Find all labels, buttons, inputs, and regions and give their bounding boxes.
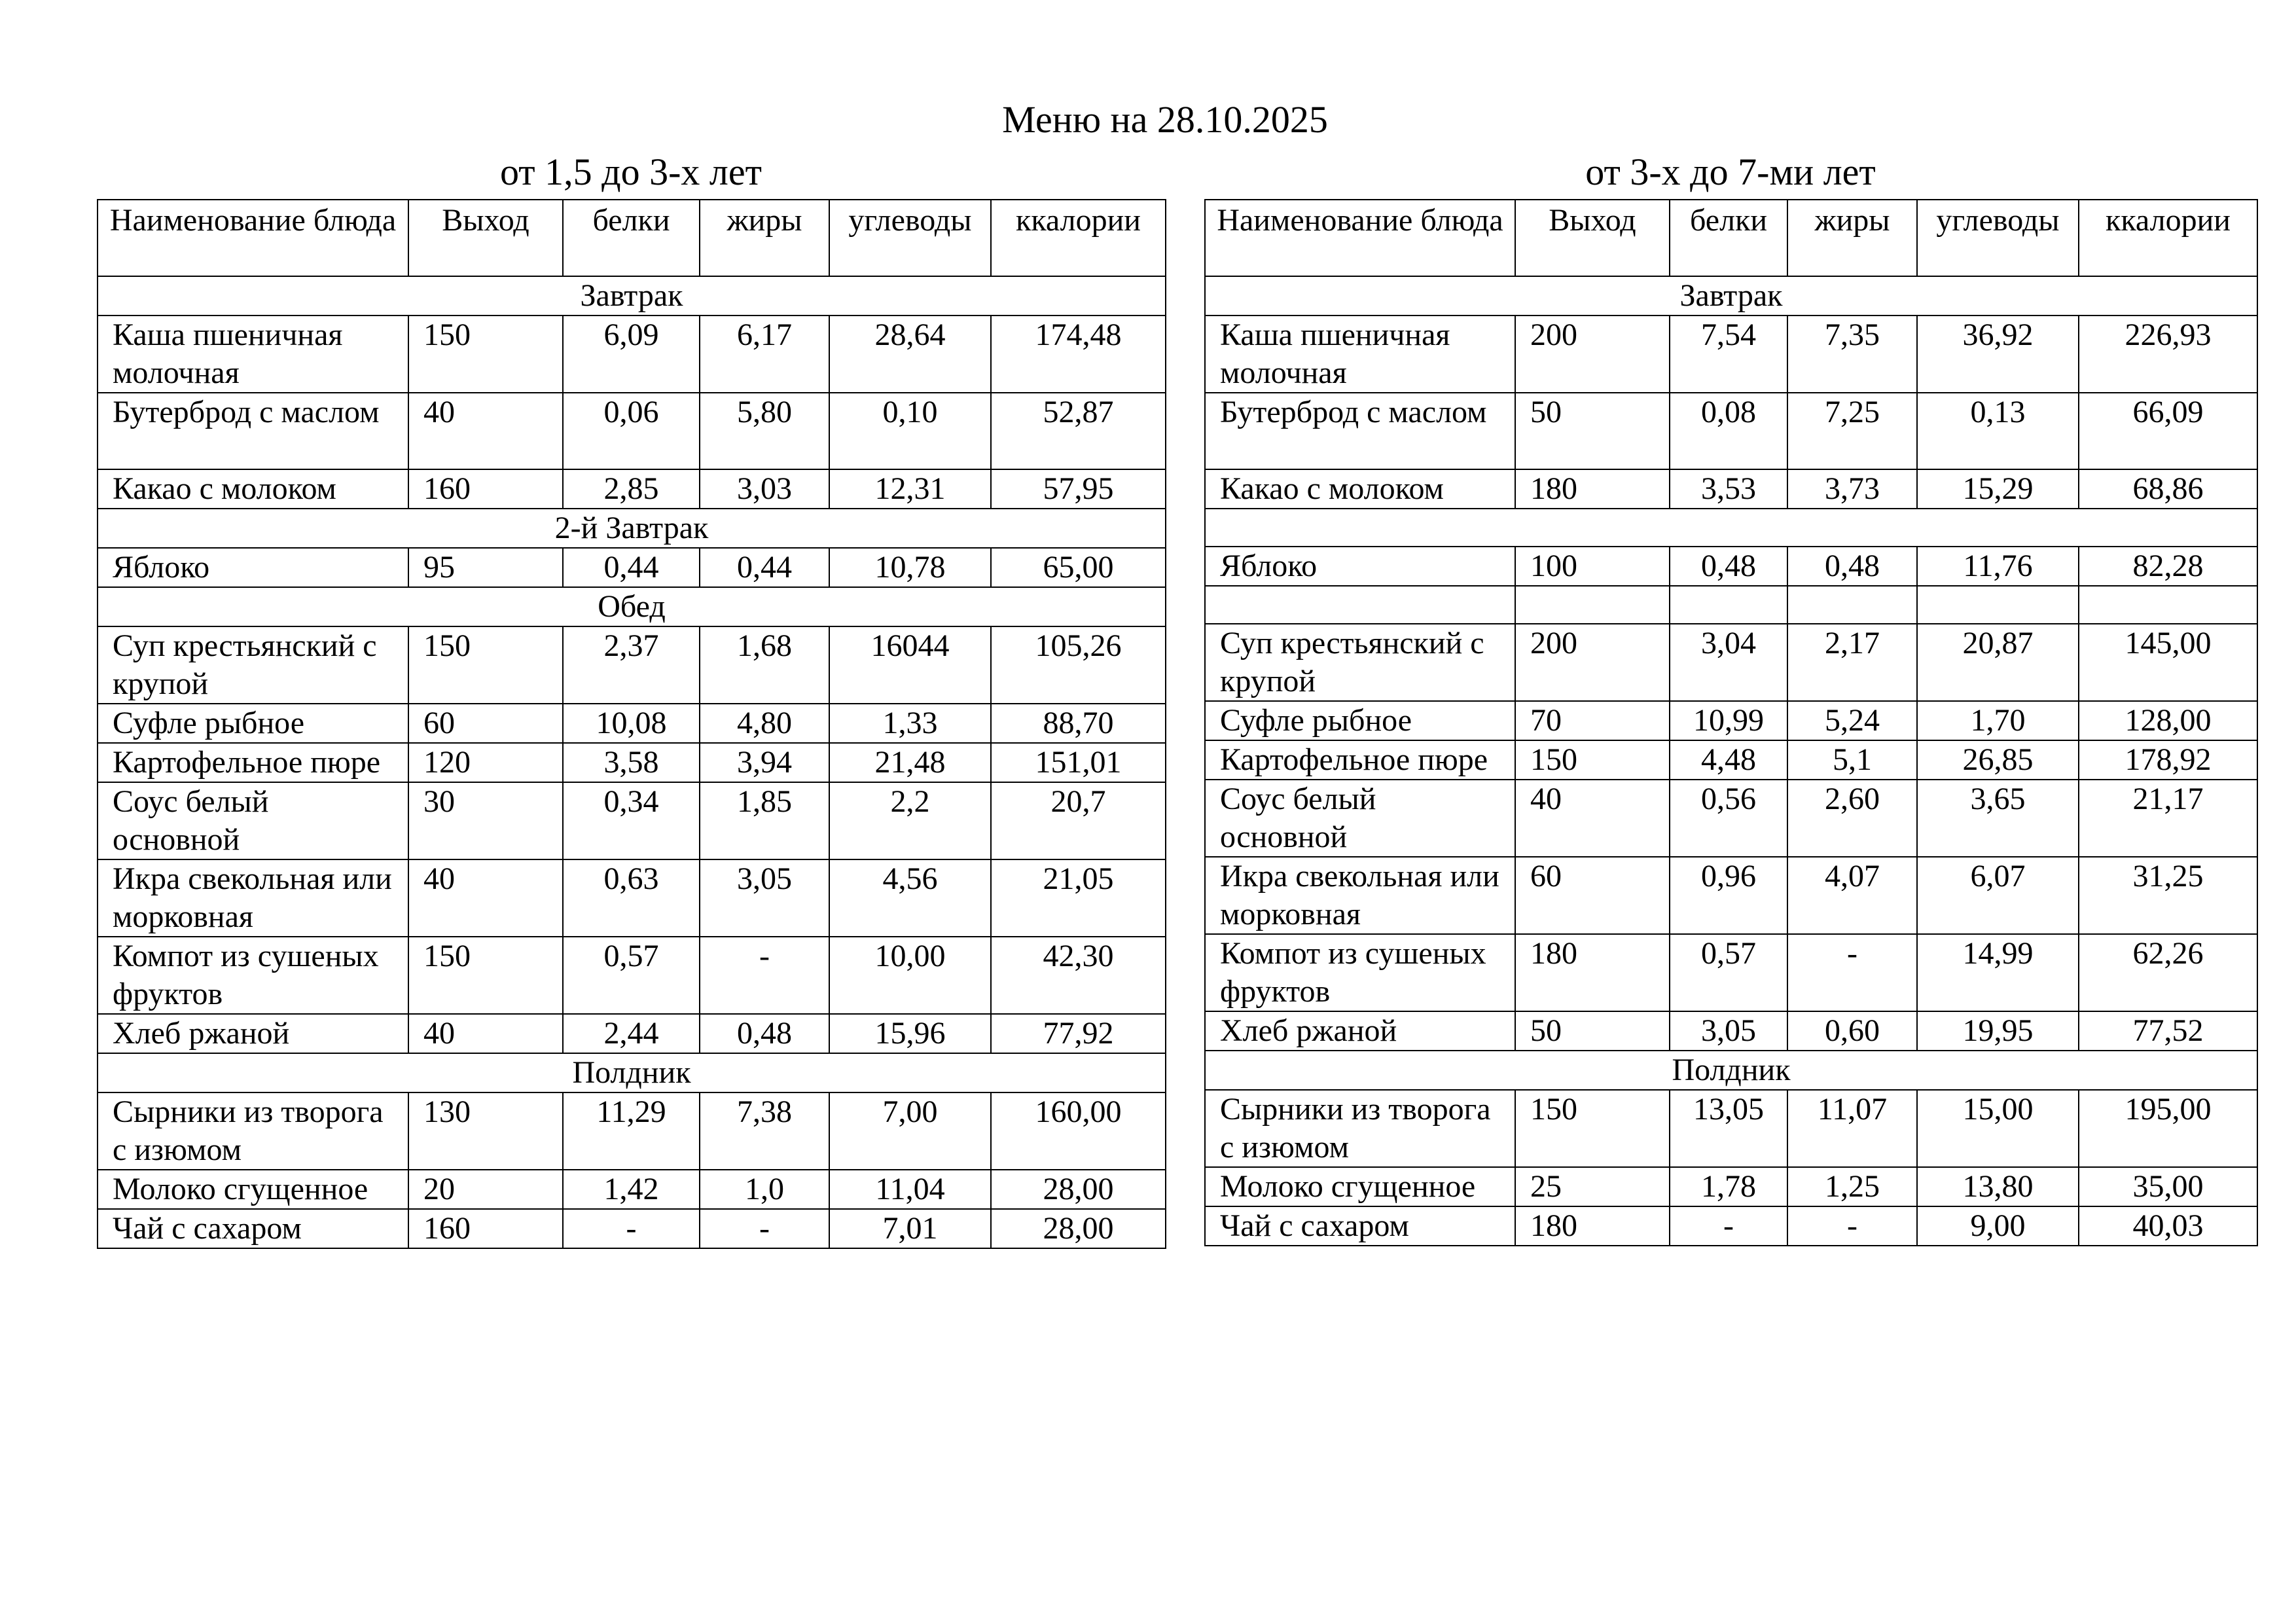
table-row bbox=[98, 626, 1166, 704]
col-header-yield: Выход bbox=[408, 200, 563, 276]
table-row bbox=[98, 859, 1166, 937]
fat-value: 3,05 bbox=[700, 859, 829, 937]
dish-name: Суп крестьянский с крупой bbox=[1205, 624, 1515, 701]
dish-name: Молоко сгущенное bbox=[1205, 1167, 1515, 1206]
fat-value: 2,17 bbox=[1787, 624, 1917, 701]
dish-name: Суп крестьянский с крупой bbox=[98, 626, 408, 704]
fat-value: - bbox=[700, 1209, 829, 1248]
protein-value: 0,96 bbox=[1670, 857, 1787, 934]
yield-value: 130 bbox=[408, 1092, 563, 1170]
carbs-value: 10,00 bbox=[829, 937, 991, 1014]
carbs-value: 10,78 bbox=[829, 548, 991, 587]
table-row bbox=[98, 1209, 1166, 1248]
dish-name: Сырники из творога с изюмом bbox=[98, 1092, 408, 1170]
fat-value: 0,48 bbox=[700, 1014, 829, 1053]
yield-value: 160 bbox=[408, 469, 563, 509]
dish-name: Компот из сушеных фруктов bbox=[1205, 934, 1515, 1011]
col-header-dish: Наименование блюда bbox=[1205, 200, 1515, 276]
protein-value: 11,29 bbox=[563, 1092, 700, 1170]
yield-value: 150 bbox=[408, 937, 563, 1014]
protein-value: 13,05 bbox=[1670, 1090, 1787, 1167]
kcal-value: 174,48 bbox=[991, 316, 1166, 393]
protein-value: 10,08 bbox=[563, 704, 700, 743]
table-row bbox=[1205, 547, 2257, 586]
fat-value: 7,35 bbox=[1787, 316, 1917, 393]
table-header-row bbox=[98, 200, 1166, 276]
kcal-value: 195,00 bbox=[2079, 1090, 2257, 1167]
carbs-value: 3,65 bbox=[1917, 780, 2079, 857]
protein-value: 2,37 bbox=[563, 626, 700, 704]
fat-value: 5,80 bbox=[700, 393, 829, 469]
dish-name: Суфле рыбное bbox=[98, 704, 408, 743]
protein-value: 1,78 bbox=[1670, 1167, 1787, 1206]
yield-value: 60 bbox=[1515, 857, 1670, 934]
carbs-value: 15,96 bbox=[829, 1014, 991, 1053]
meal-section-row bbox=[98, 1053, 1166, 1092]
carbs-value: 12,31 bbox=[829, 469, 991, 509]
yield-value: 180 bbox=[1515, 934, 1670, 1011]
kcal-value: 77,52 bbox=[2079, 1011, 2257, 1051]
fat-value: 3,73 bbox=[1787, 469, 1917, 509]
dish-name: Каша пшеничная молочная bbox=[98, 316, 408, 393]
age-group-title-right: от 3-х до 7-ми лет bbox=[1585, 151, 1876, 193]
carbs-value: 26,85 bbox=[1917, 740, 2079, 780]
table-row bbox=[98, 393, 1166, 469]
dish-name: Икра свекольная или морковная bbox=[98, 859, 408, 937]
carbs-value: 16044 bbox=[829, 626, 991, 704]
yield-value: 150 bbox=[408, 316, 563, 393]
table-row bbox=[98, 316, 1166, 393]
fat-value bbox=[1787, 586, 1917, 624]
protein-value: 6,09 bbox=[563, 316, 700, 393]
yield-value: 120 bbox=[408, 743, 563, 782]
yield-value: 40 bbox=[408, 1014, 563, 1053]
table-row bbox=[1205, 469, 2257, 509]
dish-name: Какао с молоком bbox=[98, 469, 408, 509]
table-row bbox=[1205, 393, 2257, 469]
protein-value: 0,57 bbox=[1670, 934, 1787, 1011]
table-row bbox=[98, 469, 1166, 509]
kcal-value: 66,09 bbox=[2079, 393, 2257, 469]
fat-value: 5,24 bbox=[1787, 701, 1917, 740]
protein-value bbox=[1670, 586, 1787, 624]
dish-name bbox=[1205, 586, 1515, 624]
fat-value: 7,38 bbox=[700, 1092, 829, 1170]
carbs-value: 11,04 bbox=[829, 1170, 991, 1209]
table-row bbox=[98, 937, 1166, 1014]
dish-name: Яблоко bbox=[98, 548, 408, 587]
menu-table-older bbox=[1204, 199, 2258, 1246]
meal-section-row bbox=[98, 276, 1166, 316]
carbs-value: 19,95 bbox=[1917, 1011, 2079, 1051]
carbs-value: 13,80 bbox=[1917, 1167, 2079, 1206]
fat-value: - bbox=[1787, 1206, 1917, 1246]
yield-value: 60 bbox=[408, 704, 563, 743]
kcal-value: 57,95 bbox=[991, 469, 1166, 509]
col-header-dish: Наименование блюда bbox=[98, 200, 408, 276]
fat-value: 1,25 bbox=[1787, 1167, 1917, 1206]
protein-value: 1,42 bbox=[563, 1170, 700, 1209]
yield-value: 50 bbox=[1515, 1011, 1670, 1051]
protein-value: 0,34 bbox=[563, 782, 700, 859]
yield-value: 20 bbox=[408, 1170, 563, 1209]
yield-value: 50 bbox=[1515, 393, 1670, 469]
protein-value: 10,99 bbox=[1670, 701, 1787, 740]
col-header-yield: Выход bbox=[1515, 200, 1670, 276]
table-row bbox=[98, 548, 1166, 587]
yield-value: 70 bbox=[1515, 701, 1670, 740]
dish-name: Суфле рыбное bbox=[1205, 701, 1515, 740]
dish-name: Компот из сушеных фруктов bbox=[98, 937, 408, 1014]
dish-name: Чай с сахаром bbox=[1205, 1206, 1515, 1246]
meal-section-row bbox=[1205, 276, 2257, 316]
fat-value: 1,85 bbox=[700, 782, 829, 859]
col-header-carbs: углеводы bbox=[1917, 200, 2079, 276]
yield-value: 200 bbox=[1515, 624, 1670, 701]
dish-name: Сырники из творога с изюмом bbox=[1205, 1090, 1515, 1167]
dish-name: Хлеб ржаной bbox=[98, 1014, 408, 1053]
fat-value: 0,44 bbox=[700, 548, 829, 587]
yield-value: 160 bbox=[408, 1209, 563, 1248]
carbs-value: 15,29 bbox=[1917, 469, 2079, 509]
col-header-protein: белки bbox=[1670, 200, 1787, 276]
protein-value: 2,44 bbox=[563, 1014, 700, 1053]
table-row bbox=[98, 704, 1166, 743]
protein-value: 0,56 bbox=[1670, 780, 1787, 857]
yield-value: 150 bbox=[1515, 1090, 1670, 1167]
protein-value: 0,48 bbox=[1670, 547, 1787, 586]
fat-value: 3,03 bbox=[700, 469, 829, 509]
protein-value: 3,53 bbox=[1670, 469, 1787, 509]
protein-value: 0,08 bbox=[1670, 393, 1787, 469]
fat-value: - bbox=[700, 937, 829, 1014]
age-group-title-left: от 1,5 до 3-х лет bbox=[500, 151, 762, 193]
yield-value: 25 bbox=[1515, 1167, 1670, 1206]
carbs-value: 1,33 bbox=[829, 704, 991, 743]
dish-name: Икра свекольная или морковная bbox=[1205, 857, 1515, 934]
protein-value: 3,05 bbox=[1670, 1011, 1787, 1051]
kcal-value: 20,7 bbox=[991, 782, 1166, 859]
col-header-protein: белки bbox=[563, 200, 700, 276]
yield-value: 200 bbox=[1515, 316, 1670, 393]
dish-name: Картофельное пюре bbox=[98, 743, 408, 782]
kcal-value: 145,00 bbox=[2079, 624, 2257, 701]
kcal-value: 35,00 bbox=[2079, 1167, 2257, 1206]
kcal-value: 52,87 bbox=[991, 393, 1166, 469]
table-row bbox=[98, 743, 1166, 782]
fat-value: 7,25 bbox=[1787, 393, 1917, 469]
kcal-value: 226,93 bbox=[2079, 316, 2257, 393]
dish-name: Какао с молоком bbox=[1205, 469, 1515, 509]
carbs-value: 0,13 bbox=[1917, 393, 2079, 469]
protein-value: - bbox=[1670, 1206, 1787, 1246]
kcal-value: 21,17 bbox=[2079, 780, 2257, 857]
dish-name: Соус белый основной bbox=[1205, 780, 1515, 857]
col-header-fat: жиры bbox=[1787, 200, 1917, 276]
fat-value: 6,17 bbox=[700, 316, 829, 393]
protein-value: 0,57 bbox=[563, 937, 700, 1014]
dish-name: Картофельное пюре bbox=[1205, 740, 1515, 780]
table-row bbox=[98, 782, 1166, 859]
fat-value: - bbox=[1787, 934, 1917, 1011]
carbs-value: 20,87 bbox=[1917, 624, 2079, 701]
dish-name: Яблоко bbox=[1205, 547, 1515, 586]
table-row bbox=[1205, 1206, 2257, 1246]
table-row bbox=[98, 1014, 1166, 1053]
table-row bbox=[1205, 1011, 2257, 1051]
kcal-value bbox=[2079, 586, 2257, 624]
kcal-value: 31,25 bbox=[2079, 857, 2257, 934]
table-row bbox=[1205, 1167, 2257, 1206]
carbs-value: 9,00 bbox=[1917, 1206, 2079, 1246]
kcal-value: 88,70 bbox=[991, 704, 1166, 743]
dish-name: Каша пшеничная молочная bbox=[1205, 316, 1515, 393]
fat-value: 4,80 bbox=[700, 704, 829, 743]
yield-value: 40 bbox=[408, 859, 563, 937]
protein-value: - bbox=[563, 1209, 700, 1248]
carbs-value: 7,00 bbox=[829, 1092, 991, 1170]
protein-value: 3,04 bbox=[1670, 624, 1787, 701]
carbs-value: 6,07 bbox=[1917, 857, 2079, 934]
table-row bbox=[1205, 740, 2257, 780]
protein-value: 3,58 bbox=[563, 743, 700, 782]
fat-value: 5,1 bbox=[1787, 740, 1917, 780]
kcal-value: 178,92 bbox=[2079, 740, 2257, 780]
col-header-fat: жиры bbox=[700, 200, 829, 276]
kcal-value: 42,30 bbox=[991, 937, 1166, 1014]
table-row bbox=[1205, 1090, 2257, 1167]
carbs-value: 14,99 bbox=[1917, 934, 2079, 1011]
kcal-value: 40,03 bbox=[2079, 1206, 2257, 1246]
meal-section-label: 2-й Завтрак bbox=[98, 509, 1166, 548]
dish-name: Хлеб ржаной bbox=[1205, 1011, 1515, 1051]
yield-value: 30 bbox=[408, 782, 563, 859]
meal-section-label: Обед bbox=[98, 587, 1166, 626]
kcal-value: 28,00 bbox=[991, 1170, 1166, 1209]
carbs-value bbox=[1917, 586, 2079, 624]
fat-value: 3,94 bbox=[700, 743, 829, 782]
yield-value: 180 bbox=[1515, 1206, 1670, 1246]
protein-value: 7,54 bbox=[1670, 316, 1787, 393]
meal-section-label: Полдник bbox=[1205, 1051, 2257, 1090]
col-header-carbs: углеводы bbox=[829, 200, 991, 276]
kcal-value: 21,05 bbox=[991, 859, 1166, 937]
meal-section-label bbox=[1205, 509, 2257, 547]
dish-name: Чай с сахаром bbox=[98, 1209, 408, 1248]
carbs-value: 2,2 bbox=[829, 782, 991, 859]
carbs-value: 7,01 bbox=[829, 1209, 991, 1248]
carbs-value: 11,76 bbox=[1917, 547, 2079, 586]
kcal-value: 160,00 bbox=[991, 1092, 1166, 1170]
protein-value: 0,06 bbox=[563, 393, 700, 469]
dish-name: Бутерброд с маслом bbox=[98, 393, 408, 469]
protein-value: 2,85 bbox=[563, 469, 700, 509]
yield-value: 150 bbox=[408, 626, 563, 704]
dish-name: Соус белый основной bbox=[98, 782, 408, 859]
meal-section-row bbox=[98, 587, 1166, 626]
table-row bbox=[1205, 701, 2257, 740]
fat-value: 0,48 bbox=[1787, 547, 1917, 586]
table-header-row bbox=[1205, 200, 2257, 276]
carbs-value: 15,00 bbox=[1917, 1090, 2079, 1167]
protein-value: 4,48 bbox=[1670, 740, 1787, 780]
fat-value: 0,60 bbox=[1787, 1011, 1917, 1051]
kcal-value: 68,86 bbox=[2079, 469, 2257, 509]
kcal-value: 105,26 bbox=[991, 626, 1166, 704]
kcal-value: 62,26 bbox=[2079, 934, 2257, 1011]
meal-section-label: Завтрак bbox=[1205, 276, 2257, 316]
carbs-value: 1,70 bbox=[1917, 701, 2079, 740]
yield-value: 40 bbox=[408, 393, 563, 469]
kcal-value: 151,01 bbox=[991, 743, 1166, 782]
table-row bbox=[98, 1092, 1166, 1170]
carbs-value: 0,10 bbox=[829, 393, 991, 469]
meal-section-label: Завтрак bbox=[98, 276, 1166, 316]
yield-value: 95 bbox=[408, 548, 563, 587]
table-row bbox=[1205, 857, 2257, 934]
kcal-value: 77,92 bbox=[991, 1014, 1166, 1053]
kcal-value: 128,00 bbox=[2079, 701, 2257, 740]
fat-value: 2,60 bbox=[1787, 780, 1917, 857]
dish-name: Бутерброд с маслом bbox=[1205, 393, 1515, 469]
dish-name: Молоко сгущенное bbox=[98, 1170, 408, 1209]
fat-value: 11,07 bbox=[1787, 1090, 1917, 1167]
col-header-kcal: ккалории bbox=[991, 200, 1166, 276]
yield-value: 100 bbox=[1515, 547, 1670, 586]
yield-value bbox=[1515, 586, 1670, 624]
table-row bbox=[1205, 316, 2257, 393]
yield-value: 180 bbox=[1515, 469, 1670, 509]
fat-value: 1,68 bbox=[700, 626, 829, 704]
fat-value: 4,07 bbox=[1787, 857, 1917, 934]
table-row bbox=[1205, 624, 2257, 701]
meal-section-row bbox=[1205, 1051, 2257, 1090]
kcal-value: 82,28 bbox=[2079, 547, 2257, 586]
table-row bbox=[1205, 586, 2257, 624]
protein-value: 0,44 bbox=[563, 548, 700, 587]
yield-value: 40 bbox=[1515, 780, 1670, 857]
meal-section-row bbox=[98, 509, 1166, 548]
meal-section-row bbox=[1205, 509, 2257, 547]
kcal-value: 28,00 bbox=[991, 1209, 1166, 1248]
carbs-value: 28,64 bbox=[829, 316, 991, 393]
yield-value: 150 bbox=[1515, 740, 1670, 780]
kcal-value: 65,00 bbox=[991, 548, 1166, 587]
meal-section-label: Полдник bbox=[98, 1053, 1166, 1092]
protein-value: 0,63 bbox=[563, 859, 700, 937]
fat-value: 1,0 bbox=[700, 1170, 829, 1209]
table-row bbox=[98, 1170, 1166, 1209]
carbs-value: 21,48 bbox=[829, 743, 991, 782]
table-row bbox=[1205, 780, 2257, 857]
carbs-value: 4,56 bbox=[829, 859, 991, 937]
carbs-value: 36,92 bbox=[1917, 316, 2079, 393]
page-title: Меню на 28.10.2025 bbox=[1002, 98, 1328, 141]
col-header-kcal: ккалории bbox=[2079, 200, 2257, 276]
menu-table-young bbox=[97, 199, 1166, 1249]
table-row bbox=[1205, 934, 2257, 1011]
